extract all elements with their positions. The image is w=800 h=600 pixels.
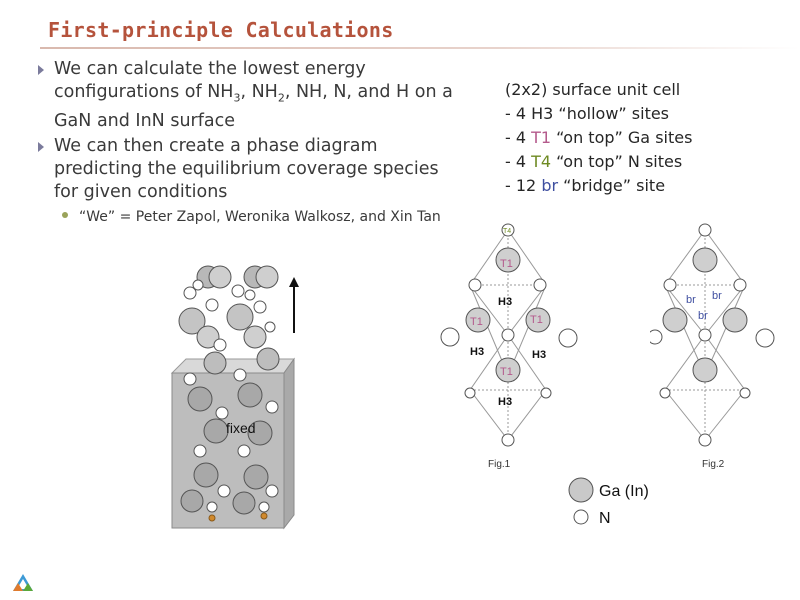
- atom-legend: [565, 475, 685, 535]
- info-line: (2x2) surface unit cell: [505, 80, 681, 99]
- info-line: - 12 br “bridge” site: [505, 176, 666, 195]
- svg-text:T1: T1: [500, 366, 513, 378]
- ga-atom-icon: [569, 478, 593, 502]
- institution-logo-icon: [12, 573, 34, 593]
- svg-text:T1: T1: [470, 316, 483, 328]
- legend-ga-label: Ga (In): [599, 483, 649, 500]
- fig2-atoms: [650, 224, 774, 446]
- svg-text:H3: H3: [470, 346, 485, 358]
- svg-text:T1: T1: [530, 314, 543, 326]
- svg-text:H3: H3: [532, 349, 547, 361]
- fig2-bridge-sites: [650, 215, 780, 475]
- arrow-head-icon: [289, 277, 299, 287]
- unit-cell-info: [505, 78, 692, 198]
- sub-bullet-dot-icon: [62, 212, 68, 218]
- bullet-arrow-icon: [38, 65, 44, 75]
- n-atom-icon: [574, 510, 588, 524]
- fixed-label: fixed: [226, 420, 256, 436]
- bullet-list: [38, 58, 458, 206]
- bullet-1: [38, 58, 458, 133]
- sub-bullet: [62, 208, 479, 226]
- info-line: - 4 T4 “on top” N sites: [505, 152, 683, 171]
- svg-text:T4: T4: [503, 228, 512, 235]
- svg-text:T1: T1: [500, 258, 513, 270]
- info-line: - 4 H3 “hollow” sites: [505, 104, 670, 123]
- svg-text:H3: H3: [498, 296, 513, 308]
- fig1-caption: Fig.1: [488, 459, 511, 470]
- fig2-caption: Fig.2: [702, 459, 725, 470]
- bullet-2: [38, 135, 458, 204]
- fig2-site-labels: [686, 290, 722, 322]
- svg-text:H3: H3: [498, 396, 513, 408]
- fixed-region-side: [284, 359, 294, 528]
- svg-text:br: br: [712, 290, 722, 302]
- bullet-arrow-icon: [38, 142, 44, 152]
- legend-n-label: N: [599, 510, 611, 527]
- svg-text:br: br: [698, 310, 708, 322]
- info-line: - 4 T1 “on top” Ga sites: [505, 128, 693, 147]
- sub-bullet-text: “We” = Peter Zapol, Weronika Walkosz, and Xin Tan: [79, 209, 441, 225]
- bullet-1-text: We can calculate the lowest energy configurations of $NH_3$, $NH_2$, NH, N, and H on a GaN and InN surface: [54, 59, 453, 131]
- title-divider: [40, 47, 800, 49]
- fig1-surface-sites: [440, 215, 590, 475]
- svg-text:br: br: [686, 294, 696, 306]
- slab-model-figure: [160, 255, 310, 535]
- bullet-2-text: We can then create a phase diagram predicting the equilibrium coverage species for given conditions: [54, 135, 439, 202]
- slide-title: First-principle Calculations: [48, 18, 394, 42]
